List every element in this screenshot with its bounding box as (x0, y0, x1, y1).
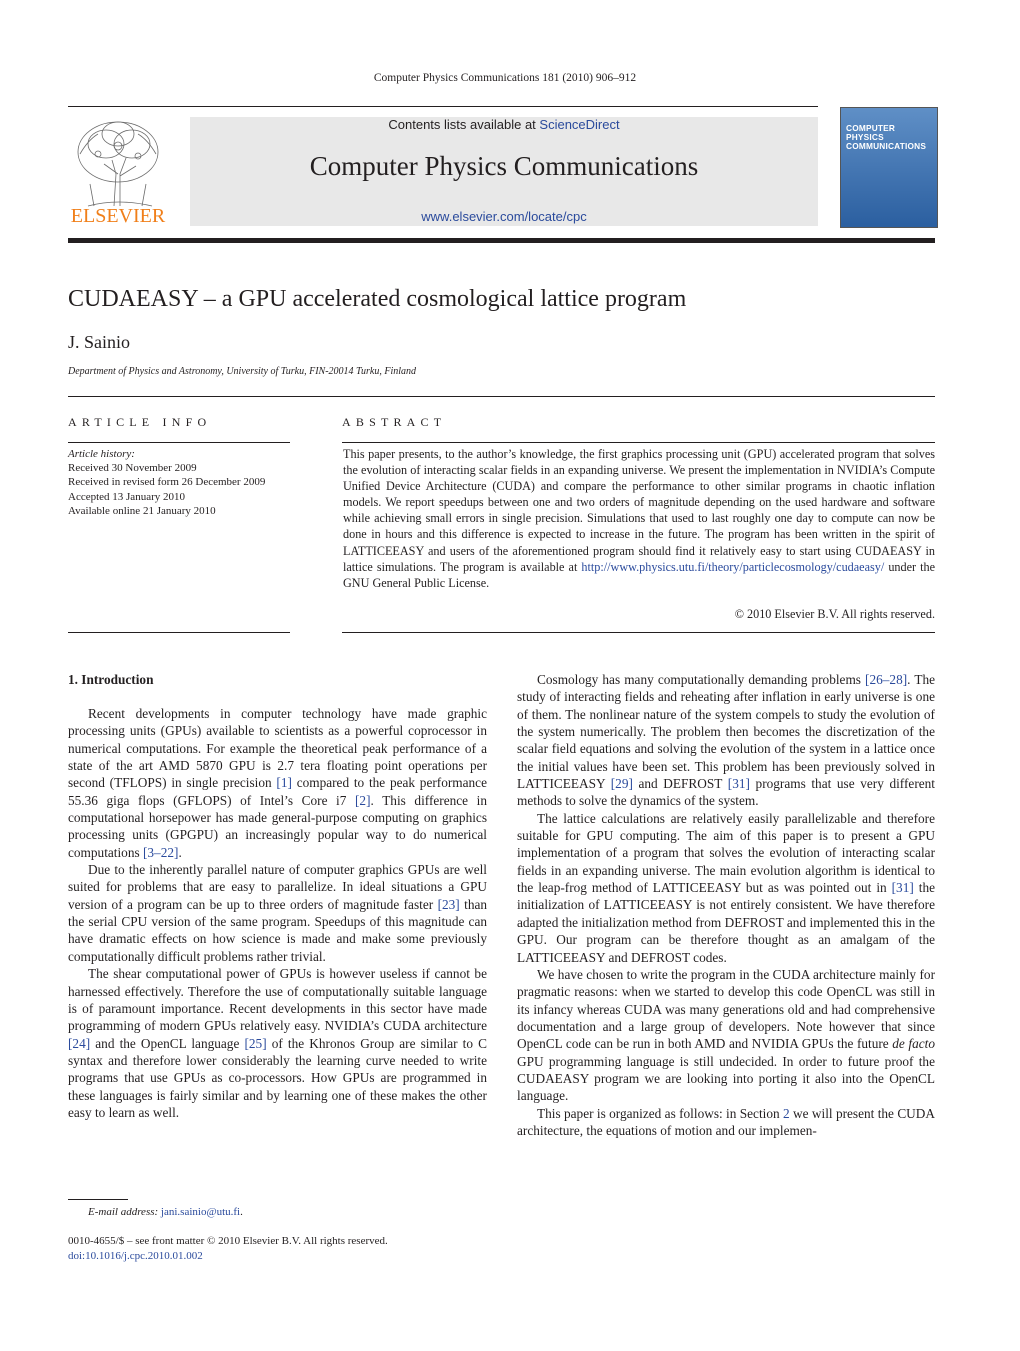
paragraph: The lattice calculations are relatively easily parallelizable and therefore suitable for GPU computing. The aim of this paper is to present a GPU implementation of a program that solves the evolution of interacting scalar fields in an expanding universe. The main evolution algorithm is identical to the leap-frog method of LATTICEEASY but as was pointed out in [31] the initialization of LATTICEEASY is not entirely consistent. We have therefore adapted the initialization method from DEFROST and implemented this in the GPU. Our program can be therefore thought as an amalgam of the LATTICEEASY and DEFROST codes. (517, 810, 935, 965)
affiliation-rule (68, 396, 935, 397)
issn-line: 0010-4655/$ – see front matter © 2010 Elsevier B.V. All rights reserved. (68, 1235, 388, 1247)
citation-link[interactable]: [2] (355, 792, 371, 808)
footnote-label: E-mail address: (88, 1206, 159, 1218)
revised-date: Received in revised form 26 December 2009 (68, 476, 266, 489)
citation-link[interactable]: [23] (437, 896, 460, 912)
front-matter (68, 1234, 388, 1263)
copyright-line: © 2010 Elsevier B.V. All rights reserved. (734, 607, 935, 621)
online-date: Available online 21 January 2010 (68, 504, 216, 517)
abstract-bottom-rule (342, 632, 935, 633)
section-heading: 1. Introduction (68, 672, 154, 687)
footnote: E-mail address: jani.sainio@utu.fi. (88, 1206, 243, 1218)
article-info-bottom-rule (68, 632, 290, 633)
program-url-link[interactable]: http://www.physics.utu.fi/theory/particlecosmology/cudaeasy/ (581, 559, 885, 574)
email-link[interactable]: jani.sainio@utu.fi (160, 1206, 241, 1218)
citation-link[interactable]: [25] (244, 1035, 267, 1051)
abstract-body (343, 446, 935, 591)
author-name: J. Sainio (68, 332, 131, 352)
history-label: Article history: (68, 448, 135, 460)
received-date: Received 30 November 2009 (68, 462, 197, 475)
accepted-date: Accepted 13 January 2010 (68, 490, 185, 503)
header-thick-rule (68, 238, 935, 243)
contents-prefix: Contents lists available at (388, 117, 540, 132)
journal-url-link[interactable]: www.elsevier.com/locate/cpc (421, 209, 587, 224)
paragraph: The shear computational power of GPUs is however useless if cannot be harnessed effectively. Therefore the use of computationally suitable language is of paramount importance. Recent developments in this sector have made programming of modern GPUs relatively easy. NVIDIA’s CUDA architecture [24] and the OpenCL language [25] of the Khronos Group are similar to C syntax and therefore lower considerably the learning curve needed to write programs that use GPUs as co-processors. How GPUs are programmed in these languages is fairly similar and by learning one of these makes the other easy to learn as well. (68, 966, 487, 1120)
left-column (68, 705, 487, 1121)
paragraph: Cosmology has many computationally demanding problems [26–28]. The study of interacting fields and reheating after inflation in early universe is one of them. The nonlinear nature of the system compels to study the evolution of the system numerically. The problem then becomes the discretization of the scalar field equations and solving the evolution of the system in a lattice once the initial values have been set. This problem has been previously solved in LATTICEEASY [29] and DEFROST [31] programs that use very different methods to solve the dynamics of the system. (517, 672, 935, 809)
paragraph: Due to the inherently parallel nature of computer graphics GPUs are well suited for problems that are easy to parallelize. In ideal situations a GPU version of a program can be up to three orders of magnitude faster [23] than the serial CPU version of the same program. Speedups of this magnitude can have dramatic effects on how science is made and make some previously computationally difficult problems rather trivial. (68, 862, 488, 964)
abstract-heading: ABSTRACT (342, 415, 447, 429)
cover-title: COMPUTER PHYSICS COMMUNICATIONS (846, 123, 927, 151)
journal-title: Computer Physics Communications (309, 151, 699, 181)
footnote-rule (68, 1199, 128, 1200)
right-column (517, 671, 935, 1139)
article-history (68, 447, 265, 518)
author-affiliation: Department of Physics and Astronomy, University of Turku, FIN-20014 Turku, Finland (68, 366, 417, 377)
doi-link[interactable]: doi:10.1016/j.cpc.2010.01.002 (68, 1249, 203, 1262)
paragraph: This paper is organized as follows: in Section 2 we will present the CUDA architecture, the equations of motion and our implemen- (517, 1105, 935, 1138)
citation-link[interactable]: [26–28] (865, 672, 908, 687)
elsevier-logo (68, 114, 168, 226)
abstract-license: under the GNU General Public License. (343, 559, 936, 590)
article-info-heading: ARTICLE INFO (68, 415, 212, 429)
svg-text:ELSEVIER: ELSEVIER (70, 205, 166, 226)
citation-link[interactable]: [1] (276, 775, 292, 791)
citation-link[interactable]: [29] (610, 776, 633, 792)
abstract-text: This paper presents, to the author’s knowledge, the first graphics processing unit (GPU) accelerated program that solves the evolution of interacting scalar fields in an expanding universe. We present the implementation in NVIDIA’s Compute Unified Device Architecture (CUDA) and compare the performance to other similar programs in chaotic inflation models. We report speedups between one and two orders of magnitude depending on the used hardware and software while achieving small errors in single precision. Simulations that used to last roughly one day to compute can now be done in hours and this difference is expected to increase in the future. The program has been written in the spirit of LATTICEEASY and users of the aforementioned program should find it relatively easy to start using CUDAEASY in lattice simulations. The program is available at (343, 447, 935, 574)
paragraph: We have chosen to write the program in the CUDA architecture mainly for pragmatic reasons: when we started to develop this code OpenCL was still in its infancy whereas CUDA was many generations old and had comprehensive documentation and a large group of developers. Note however that since OpenCL code can be run in both AMD and NVIDIA GPUs the future de facto GPU programming language is still undecided. In order to future proof the CUDAEASY program we are looking into porting it also into the OpenCL language. (517, 966, 935, 1104)
paragraph: Recent developments in computer technology have made graphic processing units (GPUs) available to scientists as a powerful coprocessor in numerical computations. For example the theoretical peak performance of a state of the art AMD 5870 GPU is 2.7 tera floating point operations per second (TFLOPS) in single precision [1] compared to the peak performance 55.36 giga flops (GFLOPS) of Intel’s Core i7 [2]. This difference in computational horsepower has made general-purpose computing on graphics processing units (GPGPU) an increasingly popular way to do numerical computations [3–22]. (68, 706, 487, 860)
article-title: CUDAEASY – a GPU accelerated cosmological lattice program (68, 286, 687, 312)
abstract-rule (342, 442, 935, 443)
citation-link[interactable]: [24] (68, 1035, 91, 1051)
citation-link[interactable]: [31] (891, 880, 914, 896)
running-head: Computer Physics Communications 181 (2010) 906–912 (373, 72, 637, 84)
emphasis: de facto (892, 1036, 935, 1052)
citation-link[interactable]: [31] (727, 776, 750, 792)
contents-line (190, 117, 818, 132)
sciencedirect-link[interactable]: ScienceDirect (539, 117, 620, 132)
citation-link[interactable]: [3–22] (142, 844, 179, 860)
journal-cover-image (840, 107, 938, 228)
article-info-rule (68, 442, 290, 443)
header-rule (68, 106, 818, 107)
journal-banner (190, 117, 818, 226)
section-link[interactable]: 2 (783, 1105, 790, 1121)
